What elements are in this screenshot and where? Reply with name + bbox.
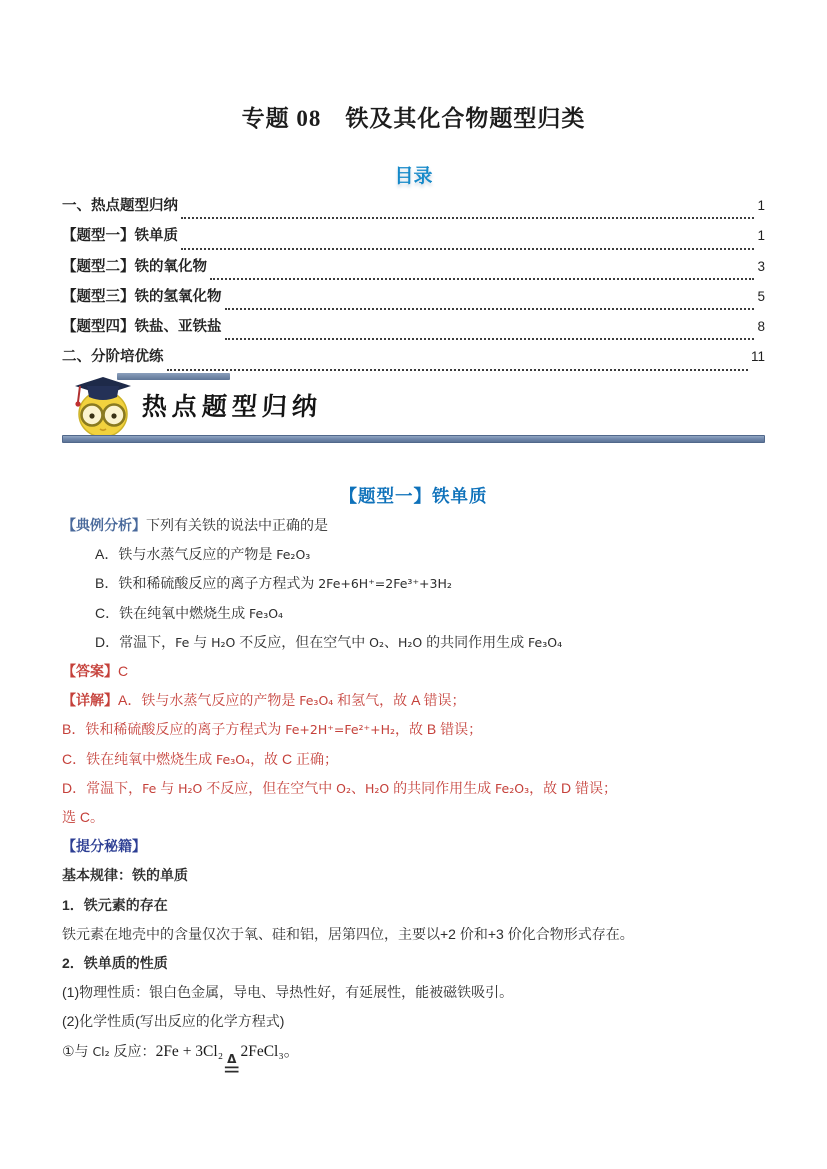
page-title: 专题 08 铁及其化合物题型归类 <box>241 106 586 131</box>
toc-page-number: 1 <box>757 198 765 213</box>
text-run: A．铁与水蒸气反应的产物是 <box>118 692 300 709</box>
text-run: A．铁与水蒸气反应的产物是 <box>95 546 277 563</box>
toc-item-label: 二、分阶培优练 <box>62 349 164 366</box>
text-run: 的共同作用生成 <box>389 779 496 796</box>
reaction-equation-line <box>62 1037 769 1077</box>
toc-item-label: 【题型一】铁单质 <box>62 228 178 245</box>
toc-leader-dots <box>225 308 755 310</box>
explanation-line-d <box>62 774 769 803</box>
banner-title: 热点题型归纳 <box>141 394 323 421</box>
text-run: B．铁和稀硫酸反应的离子方程式为 <box>62 721 286 738</box>
chem-formula: Fe₃O₄ <box>216 751 251 767</box>
toc-item-label: 【题型二】铁的氧化物 <box>62 258 207 275</box>
conclusion-line: 选 C。 <box>62 809 104 826</box>
topic-heading: 【题型一】铁单质 <box>339 486 488 506</box>
chem-formula: O₂ <box>336 780 351 796</box>
point1-heading: 1．铁元素的存在 <box>62 896 168 913</box>
chem-formula: Fe+2H⁺=Fe²⁺+H₂ <box>285 722 396 738</box>
chem-formula: Fe₃O₄ <box>299 693 334 709</box>
text-run: D．常温下， <box>95 633 176 650</box>
toc-item-type2[interactable] <box>62 255 765 285</box>
point1-body: 铁元素在地壳中的含量仅次于氧、硅和铝，居第四位，主要以+2 价和+3 价化合物形式存在。 <box>62 925 634 942</box>
text-run: C．铁在纯氧中燃烧生成 <box>62 750 216 767</box>
text-run: ，故 D 错误； <box>529 779 617 796</box>
text-run: C．铁在纯氧中燃烧生成 <box>95 604 249 621</box>
toc-item-label: 【题型四】铁盐、亚铁盐 <box>62 319 222 336</box>
table-of-contents <box>62 194 765 376</box>
example-tag: 【典例分析】 <box>62 517 146 533</box>
text-run: B．铁和稀硫酸反应的离子方程式为 <box>95 575 319 592</box>
tips-line <box>62 832 769 861</box>
toc-item-type3[interactable] <box>62 285 765 315</box>
explanation-line-c <box>62 745 769 774</box>
owl-graduate-icon <box>72 373 136 444</box>
section-banner <box>62 371 765 445</box>
answer-value: C <box>118 663 129 680</box>
toc-leader-dots <box>181 217 754 219</box>
text-run: 与 <box>156 779 179 796</box>
equation-condition <box>223 1051 240 1079</box>
text-run: 和氢气，故 A 错误； <box>333 692 466 709</box>
chem-formula: H₂O <box>398 634 423 650</box>
chem-formula: Fe₂O₃ <box>495 780 530 796</box>
question-text: 下列有关铁的说法中正确的是 <box>146 517 328 533</box>
toc-leader-dots <box>225 338 755 340</box>
option-b <box>62 569 769 598</box>
toc-page-number: 8 <box>757 319 765 335</box>
chem-formula: H₂O <box>211 634 236 650</box>
text-run: 、 <box>384 633 398 650</box>
text-run: 与 <box>189 633 212 650</box>
toc-leader-dots <box>181 248 754 250</box>
toc-item-type1[interactable] <box>62 224 765 254</box>
chem-formula: Fe <box>175 634 190 650</box>
chem-formula: Fe₃O₄ <box>528 634 563 650</box>
chem-formula: 2Fe+6H⁺=2Fe³⁺+3H₂ <box>318 576 452 592</box>
answer-line <box>62 657 769 686</box>
toc-page-number: 11 <box>750 349 765 365</box>
text-run: 的共同作用生成 <box>422 633 529 650</box>
equals-sign: = <box>223 1061 240 1079</box>
text-run: D．常温下， <box>62 779 143 796</box>
toc-item-label: 【题型三】铁的氢氧化物 <box>62 288 222 305</box>
chem-formula: Fe₃O₄ <box>249 605 284 621</box>
text-run: 不反应，但在空气中 <box>202 779 337 796</box>
toc-item-label: 一、热点题型归纳 <box>62 198 178 214</box>
explanation-tag: 【详解】 <box>62 692 118 709</box>
delta-symbol: Δ <box>227 1051 237 1066</box>
physical-properties-line: (1)物理性质：银白色金属，导电、导热性好，有延展性，能被磁铁吸引。 <box>62 984 514 1001</box>
equation-right: 2FeCl₃。 <box>240 1042 300 1060</box>
toc-heading: 目录 <box>394 166 433 187</box>
text-run: ，故 B 错误； <box>395 721 483 738</box>
toc-page-number: 5 <box>757 288 765 304</box>
chem-formula: H₂O <box>178 780 203 796</box>
equation-left: 2Fe + 3Cl₂ <box>155 1042 224 1060</box>
option-a <box>62 540 769 569</box>
chem-formula: Cl₂ <box>92 1043 110 1059</box>
chemical-properties-heading: (2)化学性质(写出反应的化学方程式) <box>62 1013 285 1030</box>
answer-tag: 【答案】 <box>62 663 118 680</box>
text-run: ，故 C 正确； <box>250 750 338 767</box>
chem-formula: Fe <box>142 780 157 796</box>
toc-item-hot-topics[interactable] <box>62 194 765 224</box>
chem-formula: H₂O <box>365 780 390 796</box>
tips-tag: 【提分秘籍】 <box>62 838 146 855</box>
chem-formula: O₂ <box>369 634 384 650</box>
chem-formula: Fe₂O₃ <box>276 547 311 563</box>
text-run: 不反应，但在空气中 <box>235 633 370 650</box>
toc-item-type4[interactable] <box>62 315 765 345</box>
section-divider-bar <box>62 435 765 443</box>
option-c <box>62 599 769 628</box>
explanation-line-b <box>62 715 769 744</box>
rule-heading: 基本规律：铁的单质 <box>62 867 188 884</box>
example-intro-line <box>62 511 769 540</box>
text-run: 反应： <box>109 1042 156 1059</box>
option-d <box>62 628 769 657</box>
explanation-line-a <box>62 686 769 715</box>
toc-page-number: 1 <box>757 228 765 244</box>
body-content <box>62 511 769 1077</box>
toc-page-number: 3 <box>757 258 765 274</box>
text-run: 、 <box>351 779 365 796</box>
text-run: ①与 <box>62 1042 93 1059</box>
explanation-text <box>118 692 466 708</box>
toc-leader-dots <box>210 278 754 280</box>
point2-heading: 2．铁单质的性质 <box>62 955 168 972</box>
reaction-prefix <box>62 1043 156 1059</box>
